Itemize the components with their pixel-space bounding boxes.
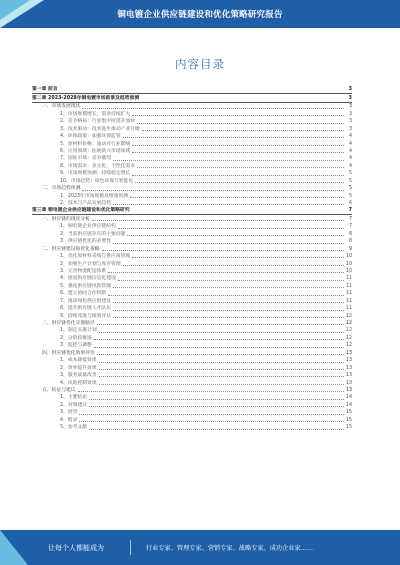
toc-leader-dots bbox=[89, 429, 344, 430]
toc-leader-dots bbox=[108, 295, 344, 296]
toc-entry[interactable] bbox=[32, 416, 352, 423]
toc-entry[interactable] bbox=[32, 312, 352, 319]
toc-entry[interactable] bbox=[32, 409, 352, 416]
toc-entry-title: 1、2023年市场规模及增速预测 bbox=[60, 193, 129, 199]
toc-page-number: 3 bbox=[348, 87, 352, 93]
toc-leader-dots bbox=[132, 257, 344, 258]
toc-entry[interactable] bbox=[32, 394, 352, 401]
toc-page-number: 3 bbox=[348, 111, 352, 117]
toc-page-number: 12 bbox=[345, 313, 352, 319]
toc-page-number: 13 bbox=[345, 373, 352, 379]
toc-page-number: 9 bbox=[348, 246, 352, 252]
toc-leader-dots bbox=[94, 347, 344, 348]
toc-entry-title: 7、国际市场：竞争激烈 bbox=[60, 156, 112, 162]
footer-divider bbox=[130, 540, 131, 555]
toc-entry-title: 五、结论与建议 bbox=[42, 387, 76, 393]
toc-entry[interactable] bbox=[32, 327, 352, 334]
toc-leader-dots bbox=[99, 362, 344, 363]
footer-decoration bbox=[0, 530, 28, 565]
toc-page-number: 3 bbox=[348, 104, 352, 110]
toc-entry-title: 二、市场趋势预测 bbox=[42, 186, 81, 192]
toc-leader-dots bbox=[142, 130, 344, 131]
toc-entry-title: 1、制定实施计划 bbox=[60, 328, 97, 334]
toc-page-number: 11 bbox=[345, 283, 352, 289]
toc-leader-dots bbox=[94, 339, 344, 340]
toc-leader-dots bbox=[130, 197, 344, 198]
toc-entry-title: 三、供应链优化实施路径 bbox=[42, 321, 95, 326]
toc-entry[interactable] bbox=[32, 155, 352, 162]
table-of-contents bbox=[32, 86, 352, 431]
toc-entry[interactable] bbox=[32, 200, 352, 207]
toc-page-number: 11 bbox=[345, 276, 352, 282]
toc-entry-title: 4、推进供应链信息化建设 bbox=[60, 276, 116, 282]
toc-entry-title: 2、竞争格局：行业集中度提升加快 bbox=[60, 119, 136, 125]
toc-entry[interactable] bbox=[32, 170, 352, 177]
toc-entry-title: 1、铜电镀企业供应链结构 bbox=[60, 224, 116, 230]
toc-page-number: 15 bbox=[345, 417, 352, 423]
toc-section[interactable] bbox=[32, 320, 352, 327]
toc-entry-title: 6、建立协同合作机制 bbox=[60, 291, 107, 297]
toc-leader-dots bbox=[113, 317, 344, 318]
toc-leader-dots bbox=[137, 123, 344, 124]
toc-entry-title: 1、市场规模增长，需求持续扩大 bbox=[60, 111, 131, 117]
toc-page-number: 5 bbox=[348, 186, 352, 192]
toc-chapter[interactable] bbox=[32, 86, 352, 94]
toc-entry-title: 一、市场发展现状 bbox=[42, 104, 81, 110]
toc-entry[interactable] bbox=[32, 133, 352, 140]
toc-page-number: 10 bbox=[345, 268, 352, 274]
toc-leader-dots bbox=[82, 108, 344, 109]
toc-entry[interactable] bbox=[32, 125, 352, 132]
toc-entry[interactable] bbox=[32, 364, 352, 371]
toc-leader-dots bbox=[102, 250, 344, 251]
toc-entry[interactable] bbox=[32, 290, 352, 297]
toc-page-number: 4 bbox=[348, 156, 352, 162]
toc-heading: 内容目录 bbox=[175, 57, 225, 71]
toc-entry-title: 3、展望 bbox=[60, 410, 78, 416]
toc-leader-dots bbox=[113, 287, 344, 288]
toc-entry-title: 4、风险控制效果 bbox=[60, 380, 97, 386]
toc-leader-dots bbox=[92, 220, 344, 221]
toc-page-number: 12 bbox=[345, 328, 352, 334]
toc-page-number: 13 bbox=[345, 358, 352, 364]
toc-leader-dots bbox=[108, 272, 344, 273]
toc-page-number: 11 bbox=[345, 291, 352, 297]
toc-entry[interactable] bbox=[32, 253, 352, 260]
toc-entry-title: 二、供应链建设和优化策略 bbox=[42, 246, 100, 252]
toc-page-number: 13 bbox=[345, 365, 352, 371]
toc-entry-title: 4、附录 bbox=[60, 417, 78, 423]
toc-leader-dots bbox=[132, 175, 344, 176]
toc-section[interactable] bbox=[32, 387, 352, 394]
toc-section[interactable] bbox=[32, 245, 352, 252]
toc-leader-dots bbox=[78, 391, 344, 392]
toc-entry[interactable] bbox=[32, 238, 352, 245]
toc-page-number: 11 bbox=[345, 298, 352, 304]
footer-slogan: 让每个人都能成为 bbox=[48, 544, 104, 552]
toc-entry-title: 3、完善物流配送体系 bbox=[60, 268, 107, 274]
toc-leader-dots bbox=[82, 190, 344, 191]
toc-page-number: 12 bbox=[345, 335, 352, 341]
toc-page-number: 15 bbox=[345, 410, 352, 416]
toc-entry-title: 3、技术驱动：技术进步推动产业升级 bbox=[60, 126, 140, 132]
toc-leader-dots bbox=[99, 376, 344, 377]
toc-entry-title: 四、供应链优化效果评估 bbox=[42, 350, 95, 356]
toc-page-number: 4 bbox=[348, 148, 352, 154]
toc-entry[interactable] bbox=[32, 282, 352, 289]
toc-page-number: 8 bbox=[348, 239, 352, 245]
toc-page-number: 10 bbox=[345, 254, 352, 260]
toc-leader-dots bbox=[118, 228, 344, 229]
footer-roles: 行业专家、管理专家、营销专家、战略专家、成功企业家…… bbox=[146, 545, 314, 552]
toc-entry[interactable] bbox=[32, 162, 352, 169]
toc-page-number: 14 bbox=[345, 395, 352, 401]
toc-leader-dots bbox=[99, 332, 344, 333]
toc-entry-title: 6、应用领域：拓展新兴市场领域 bbox=[60, 148, 131, 154]
toc-entry-title: 3、供应链优化的必要性 bbox=[60, 239, 112, 245]
toc-page-number: 7 bbox=[348, 224, 352, 230]
toc-page-number: 7 bbox=[348, 216, 352, 222]
toc-page-number: 6 bbox=[348, 201, 352, 206]
toc-entry-title: 4、环保政策：加强环保监管 bbox=[60, 134, 121, 140]
toc-page-number: 13 bbox=[345, 387, 352, 393]
toc-leader-dots bbox=[99, 384, 344, 385]
toc-chapter[interactable] bbox=[32, 94, 352, 102]
toc-entry-title: 2、当前供应链存在的主要问题 bbox=[60, 231, 126, 237]
toc-page-number: 5 bbox=[348, 171, 352, 177]
toc-entry[interactable] bbox=[32, 148, 352, 155]
toc-page-number: 13 bbox=[345, 380, 352, 386]
toc-page-number: 5 bbox=[348, 178, 352, 184]
toc-leader-dots bbox=[99, 369, 344, 370]
toc-entry[interactable] bbox=[32, 118, 352, 125]
toc-entry[interactable] bbox=[32, 177, 352, 184]
toc-entry-title: 9、持续改进与绩效评估 bbox=[60, 313, 112, 319]
toc-entry[interactable] bbox=[32, 342, 352, 349]
toc-entry-title: 第三章 铜电镀企业供应链建设和优化策略研究 bbox=[32, 208, 130, 214]
toc-leader-dots bbox=[79, 421, 343, 422]
report-title: 铜电镀企业供应链建设和优化策略研究报告 bbox=[117, 10, 283, 20]
toc-section[interactable] bbox=[32, 349, 352, 356]
toc-section[interactable] bbox=[32, 185, 352, 192]
toc-entry-title: 1、主要结论 bbox=[60, 395, 88, 401]
toc-entry[interactable] bbox=[32, 372, 352, 379]
toc-leader-dots bbox=[89, 406, 344, 407]
toc-entry[interactable] bbox=[32, 140, 352, 147]
toc-entry[interactable] bbox=[32, 297, 352, 304]
toc-page-number: 13 bbox=[345, 350, 352, 356]
toc-leader-dots bbox=[127, 235, 344, 236]
toc-page-number: 10 bbox=[345, 261, 352, 267]
toc-leader-dots bbox=[118, 280, 344, 281]
page-header bbox=[0, 0, 400, 28]
toc-leader-dots bbox=[79, 414, 343, 415]
toc-leader-dots bbox=[113, 310, 344, 311]
toc-leader-dots bbox=[123, 137, 344, 138]
toc-page-number: 4 bbox=[348, 134, 352, 140]
toc-entry-title: 第二章 2023-2028年铜电镀市场前景及趋势预测 bbox=[32, 95, 140, 101]
toc-leader-dots bbox=[123, 265, 344, 266]
toc-entry-title: 一、供应链的现状分析 bbox=[42, 216, 90, 222]
toc-entry[interactable] bbox=[32, 334, 352, 341]
toc-page-number: 7 bbox=[348, 208, 352, 214]
toc-entry[interactable] bbox=[32, 379, 352, 386]
page-footer bbox=[0, 530, 400, 565]
toc-entry[interactable] bbox=[32, 230, 352, 237]
toc-entry[interactable] bbox=[32, 192, 352, 199]
toc-page-number: 8 bbox=[348, 231, 352, 237]
toc-page-number: 3 bbox=[348, 95, 352, 101]
toc-entry[interactable] bbox=[32, 275, 352, 282]
toc-leader-dots bbox=[97, 324, 344, 325]
toc-entry-title: 2、效率提升效果 bbox=[60, 365, 97, 371]
toc-leader-dots bbox=[132, 145, 344, 146]
toc-entry[interactable] bbox=[32, 268, 352, 275]
toc-leader-dots bbox=[89, 399, 344, 400]
toc-leader-dots bbox=[135, 182, 344, 183]
toc-leader-dots bbox=[113, 204, 344, 205]
toc-page-number: 14 bbox=[345, 402, 352, 408]
toc-section[interactable] bbox=[32, 215, 352, 222]
toc-leader-dots bbox=[113, 160, 344, 161]
toc-entry-title: 2、分阶段推进 bbox=[60, 335, 92, 341]
toc-leader-dots bbox=[132, 152, 344, 153]
toc-entry[interactable] bbox=[32, 110, 352, 117]
toc-page-number: 12 bbox=[345, 321, 352, 326]
toc-entry-title: 5、参考文献 bbox=[60, 425, 88, 431]
toc-entry-title: 9、市场规模预测：持续稳定增长 bbox=[60, 171, 131, 177]
toc-leader-dots bbox=[97, 354, 344, 355]
toc-entry[interactable] bbox=[32, 424, 352, 431]
toc-entry[interactable] bbox=[32, 223, 352, 230]
toc-entry-title: 2、对策建议 bbox=[60, 402, 88, 408]
toc-page-number: 5 bbox=[348, 193, 352, 199]
toc-page-number: 15 bbox=[345, 425, 352, 431]
toc-leader-dots bbox=[137, 167, 344, 168]
toc-entry-title: 10、市场趋势：绿色环保与智能化 bbox=[60, 178, 134, 184]
toc-page-number: 12 bbox=[345, 343, 352, 349]
toc-entry-title: 5、原材料价格：波动对行业影响 bbox=[60, 141, 131, 147]
toc-entry-title: 第一章 前言 bbox=[32, 87, 58, 93]
toc-entry-title: 3、监控与调整 bbox=[60, 343, 92, 349]
toc-entry-title: 8、市场需求：多元化、个性化需求 bbox=[60, 163, 136, 169]
toc-entry-title: 1、成本降低效果 bbox=[60, 358, 97, 364]
toc-leader-dots bbox=[113, 302, 344, 303]
toc-entry-title: 5、强化供应链风险管理 bbox=[60, 283, 112, 289]
toc-entry-title: 3、服务质量改善 bbox=[60, 373, 97, 379]
toc-entry[interactable] bbox=[32, 260, 352, 267]
toc-entry-title: 2、技术与产品发展趋势 bbox=[60, 201, 112, 206]
toc-page-number: 4 bbox=[348, 141, 352, 147]
toc-chapter[interactable] bbox=[32, 207, 352, 215]
toc-page-number: 3 bbox=[348, 126, 352, 132]
toc-page-number: 11 bbox=[345, 306, 352, 312]
toc-page-number: 4 bbox=[348, 163, 352, 169]
toc-entry[interactable] bbox=[32, 401, 352, 408]
toc-leader-dots bbox=[132, 115, 344, 116]
toc-page-number: 3 bbox=[348, 119, 352, 125]
toc-entry-title: 1、优化原材料采购与供应商管理 bbox=[60, 254, 131, 260]
toc-entry[interactable] bbox=[32, 305, 352, 312]
toc-entry-title: 2、加强生产计划与库存管理 bbox=[60, 261, 121, 267]
toc-entry[interactable] bbox=[32, 357, 352, 364]
toc-leader-dots bbox=[113, 243, 344, 244]
toc-entry-title: 7、推动绿色供应链建设 bbox=[60, 298, 112, 304]
toc-entry-title: 8、提升供应链人才队伍 bbox=[60, 306, 112, 312]
toc-section[interactable] bbox=[32, 103, 352, 110]
